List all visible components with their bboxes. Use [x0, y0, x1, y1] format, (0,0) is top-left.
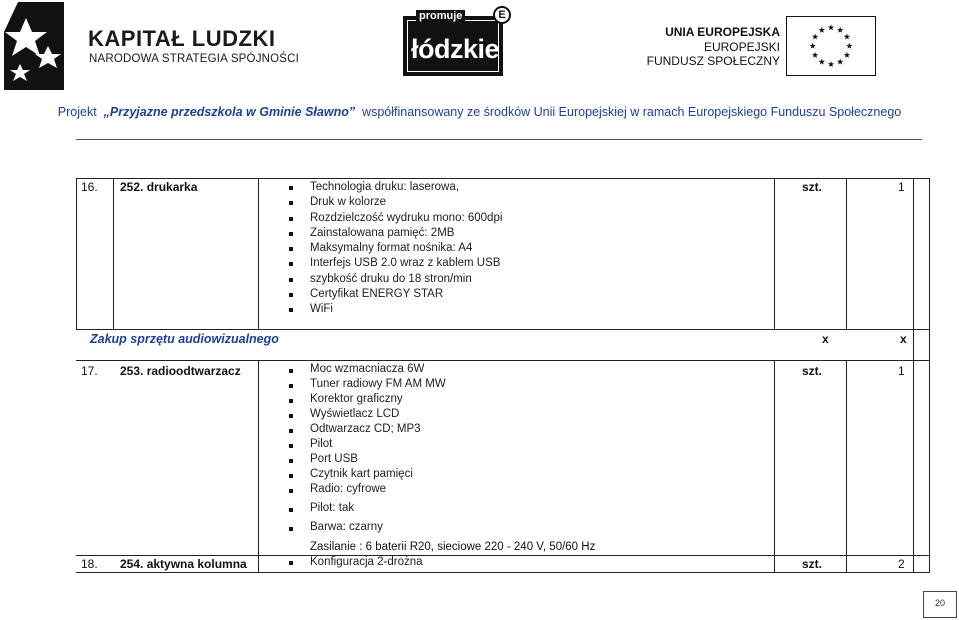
spec-item: Radio: cyfrowe [286, 483, 446, 502]
eu-star-icon [819, 59, 825, 65]
page-number-box [923, 591, 957, 618]
spec-item: Moc wzmacniacza 6W [286, 363, 446, 378]
table-rule [774, 178, 775, 329]
row-18-qty: 2 [898, 557, 905, 571]
promuje-lodzkie-logo [403, 6, 515, 74]
row-17-qty: 1 [898, 364, 905, 378]
spec-item: Maksymalny format nośnika: A4 [286, 241, 502, 256]
eu-star-icon [810, 43, 816, 49]
row-18-spec-list [286, 555, 423, 570]
table-rule [774, 360, 775, 572]
row-18-item: 254. aktywna kolumna [120, 557, 247, 571]
project-prefix: Projekt [57, 105, 97, 119]
section-title: Zakup sprzętu audiowizualnego [90, 332, 279, 346]
section-qty-mark: x [900, 332, 907, 346]
eu-star-icon [844, 34, 850, 40]
project-suffix: współfinansowany ze środków Unii Europejskiej w ramach Europejskiego Funduszu Społecznego [362, 105, 902, 119]
spec-item: Konfiguracja 2-drożna [286, 555, 423, 570]
spec-item: Port USB [286, 453, 446, 468]
eu-flag-icon [786, 16, 876, 76]
spec-item: Barwa: czarny [286, 521, 446, 540]
table-rule [76, 572, 930, 573]
spec-item: Zainstalowana pamięć: 2MB [286, 226, 502, 241]
page-number: 20 [934, 598, 945, 608]
spec-item: Czytnik kart pamięci [286, 468, 446, 483]
spec-item: Wyświetlacz LCD [286, 408, 446, 423]
table-rule [113, 178, 114, 329]
kl-title: KAPITAŁ LUDZKI [88, 26, 276, 51]
row-17-item: 253. radioodtwarzacz [120, 364, 241, 378]
eu-star-icon [828, 24, 834, 30]
spec-item: Rozdzielczość wydruku mono: 600dpi [286, 211, 502, 226]
table-rule [846, 360, 847, 572]
table-rule [913, 178, 914, 572]
eu-star-icon [846, 43, 852, 49]
spec-item: Technologia druku: laserowa, [286, 180, 502, 195]
spec-item: Interfejs USB 2.0 wraz z kablem USB [286, 256, 502, 271]
eu-star-icon [844, 52, 850, 58]
table-rule [846, 178, 847, 329]
eu-star-icon [812, 34, 818, 40]
ue-line-3: FUNDUSZ SPOŁECZNY [646, 54, 780, 68]
row-16-item: 252. drukarka [120, 180, 198, 194]
e-mark-icon: E [493, 6, 511, 24]
row-16-qty: 1 [898, 180, 905, 194]
project-name: „Przyjazne przedszkola w Gminie Sławno” [103, 105, 356, 119]
kl-subtitle: NARODOWA STRATEGIA SPÓJNOŚCI [89, 53, 300, 65]
table-rule [76, 178, 77, 329]
project-line [0, 105, 959, 119]
ue-line-1: UNIA EUROPEJSKA [665, 25, 780, 39]
table-rule [76, 329, 930, 330]
spec-item: Pilot [286, 438, 446, 453]
spec-item: Tuner radiowy FM AM MW [286, 378, 446, 393]
row-17-unit: szt. [802, 364, 823, 378]
eu-star-icon [819, 27, 825, 33]
row-17-spec-list [286, 363, 446, 540]
header-rule [76, 139, 922, 140]
eu-logo [646, 16, 880, 78]
spec-item: Odtwarzacz CD; MP3 [286, 423, 446, 438]
promuje-label: promuje [416, 10, 465, 22]
kapital-ludzki-emblem-icon [4, 2, 76, 90]
eu-star-icon [828, 61, 834, 67]
spec-item: Pilot: tak [286, 502, 446, 521]
table-rule [258, 178, 259, 329]
eu-star-icon [812, 52, 818, 58]
row-18-unit: szt. [802, 557, 823, 571]
eu-star-icon [837, 59, 843, 65]
ue-line-2: EUROPEJSKI [703, 40, 780, 54]
lodzkie-label: łódzkie [411, 34, 500, 64]
row-17-lp: 17. [81, 364, 98, 378]
spec-item: Druk w kolorze [286, 195, 502, 210]
row-16-spec-list [286, 180, 502, 318]
spec-item: szybkość druku do 18 stron/min [286, 272, 502, 287]
spec-item: WiFi [286, 302, 502, 317]
eu-star-icon [837, 27, 843, 33]
table-rule [929, 178, 930, 572]
table-rule [76, 178, 930, 179]
row-16-lp: 16. [81, 180, 98, 194]
spec-item: Korektor graficzny [286, 393, 446, 408]
section-unit-mark: x [822, 332, 829, 346]
table-rule [76, 360, 930, 361]
row-17-extra: Zasilanie : 6 baterii R20, sieciowe 220 - 240 V, 50/60 Hz [310, 541, 596, 553]
spec-item: Certyfikat ENERGY STAR [286, 287, 502, 302]
table-rule [76, 555, 930, 556]
table-rule [258, 360, 259, 572]
kapital-ludzki-logo [4, 2, 300, 90]
row-16-unit: szt. [802, 180, 823, 194]
row-18-lp: 18. [81, 557, 98, 571]
